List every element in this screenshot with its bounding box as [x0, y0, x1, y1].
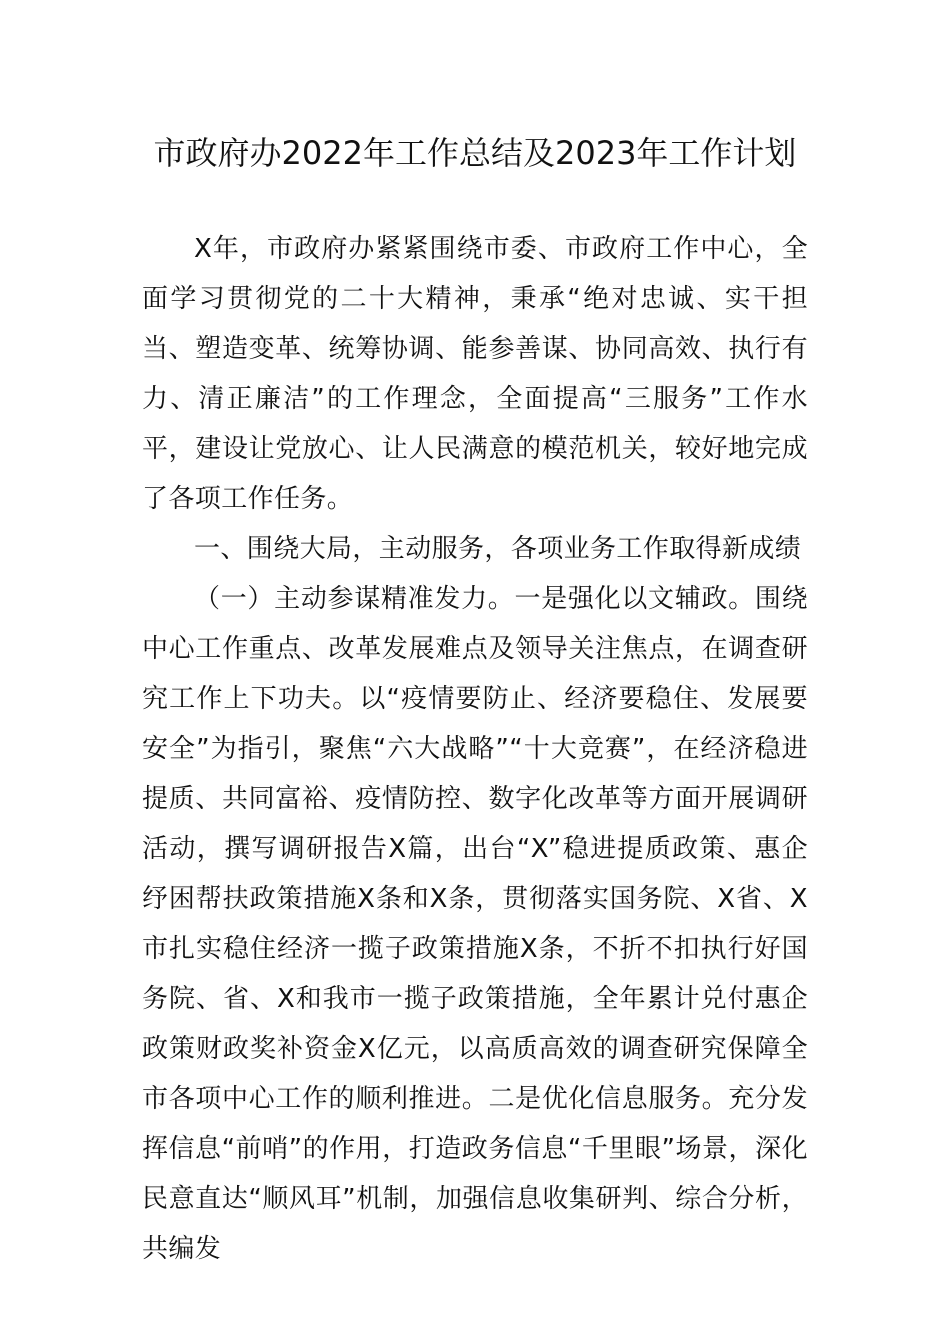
body-paragraph: （一）主动参谋精准发力。一是强化以文辅政。围绕中心工作重点、改革发展难点及领导关注焦点，在调查研究工作上下功夫。以“疫情要防止、经济要稳住、发展要安全”为指引，聚焦“六大战略”“十大竞赛”，在经济稳进提质、共同富裕、疫情防控、数字化改革等方面开展调研活动，撰写调研报告X篇，出台“X”稳进提质政策、惠企纾困帮扶政策措施X条和X条，贯彻落实国务院、X省、X市扎实稳住经济一揽子政策措施X条，不折不扣执行好国务院、省、X和我市一揽子政策措施，全年累计兑付惠企政策财政奖补资金X亿元，以高质高效的调查研究保障全市各项中心工作的顺利推进。二是优化信息服务。充分发挥信息“前哨”的作用，打造政务信息“千里眼”场景，深化民意直达“顺风耳”机制，加强信息收集研判、综合分析，共编发 — [142, 584, 808, 1264]
intro-paragraph: X年，市政府办紧紧围绕市委、市政府工作中心，全面学习贯彻党的二十大精神，秉承“绝对忠诚、实干担当、塑造变革、统筹协调、能参善谋、协同高效、执行有力、清正廉洁”的工作理念，全面提高“三服务”工作水平，建设让党放心、让人民满意的模范机关，较好地完成了各项工作任务。 — [142, 234, 808, 514]
document-title: 市政府办2022年工作总结及2023年工作计划 — [153, 134, 797, 172]
document-body — [142, 224, 808, 1274]
section-heading: 一、围绕大局，主动服务，各项业务工作取得新成绩 — [194, 534, 802, 564]
